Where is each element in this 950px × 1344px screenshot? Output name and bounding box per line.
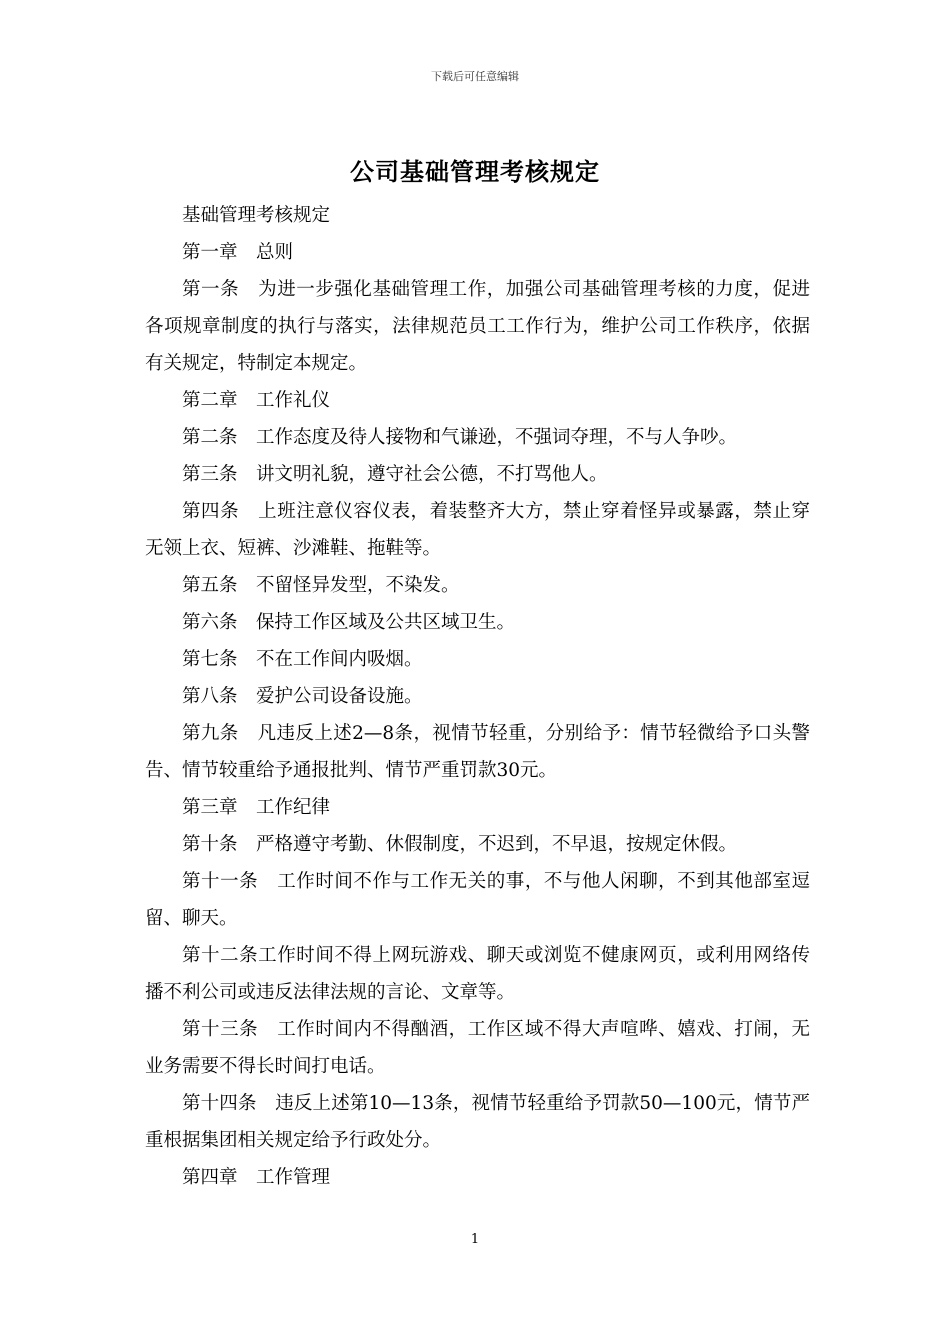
article-13: 第十三条 工作时间内不得酗酒，工作区域不得大声喧哗、嬉戏、打闹，无业务需要不得长时间打电话。 [145, 1019, 810, 1077]
chapter-heading-4: 第四章 工作管理 [182, 1167, 331, 1188]
chapter-heading-1: 第一章 总则 [182, 242, 294, 263]
article-14: 第十四条 违反上述第10—13条，视情节轻重给予罚款50—100元，情节严重根据集团相关规定给予行政处分。 [145, 1093, 810, 1151]
paragraph-subtitle: 基础管理考核规定 [182, 205, 331, 226]
article-1: 第一条 为进一步强化基础管理工作，加强公司基础管理考核的力度，促进各项规章制度的执行与落实，法律规范员工工作行为，维护公司工作秩序，依据有关规定，特制定本规定。 [145, 279, 810, 374]
article-3: 第三条 讲文明礼貌，遵守社会公德，不打骂他人。 [182, 464, 608, 485]
article-9: 第九条 凡违反上述2—8条，视情节轻重，分别给予：情节轻微给予口头警告、情节较重给予通报批判、情节严重罚款30元。 [145, 723, 810, 781]
article-8: 第八条 爱护公司设备设施。 [182, 686, 423, 707]
page-number: 1 [470, 1232, 480, 1247]
article-11: 第十一条 工作时间不作与工作无关的事，不与他人闲聊，不到其他部室逗留、聊天。 [145, 871, 810, 929]
chapter-heading-3: 第三章 工作纪律 [182, 797, 331, 818]
article-4: 第四条 上班注意仪容仪表，着装整齐大方，禁止穿着怪异或暴露，禁止穿无领上衣、短裤、沙滩鞋、拖鞋等。 [145, 501, 810, 559]
article-5: 第五条 不留怪异发型，不染发。 [182, 575, 460, 596]
document-body [145, 197, 810, 1196]
article-6: 第六条 保持工作区域及公共区域卫生。 [182, 612, 516, 633]
article-7: 第七条 不在工作间内吸烟。 [182, 649, 423, 670]
document-title: 公司基础管理考核规定 [350, 157, 600, 186]
article-12: 第十二条工作时间不得上网玩游戏、聊天或浏览不健康网页，或利用网络传播不利公司或违反法律法规的言论、文章等。 [145, 945, 810, 1003]
article-2: 第二条 工作态度及待人接物和气谦逊，不强词夺理，不与人争吵。 [182, 427, 738, 448]
header-note: 下载后可任意编辑 [431, 70, 519, 83]
chapter-heading-2: 第二章 工作礼仪 [182, 390, 331, 411]
article-10: 第十条 严格遵守考勤、休假制度，不迟到，不早退，按规定休假。 [182, 834, 738, 855]
